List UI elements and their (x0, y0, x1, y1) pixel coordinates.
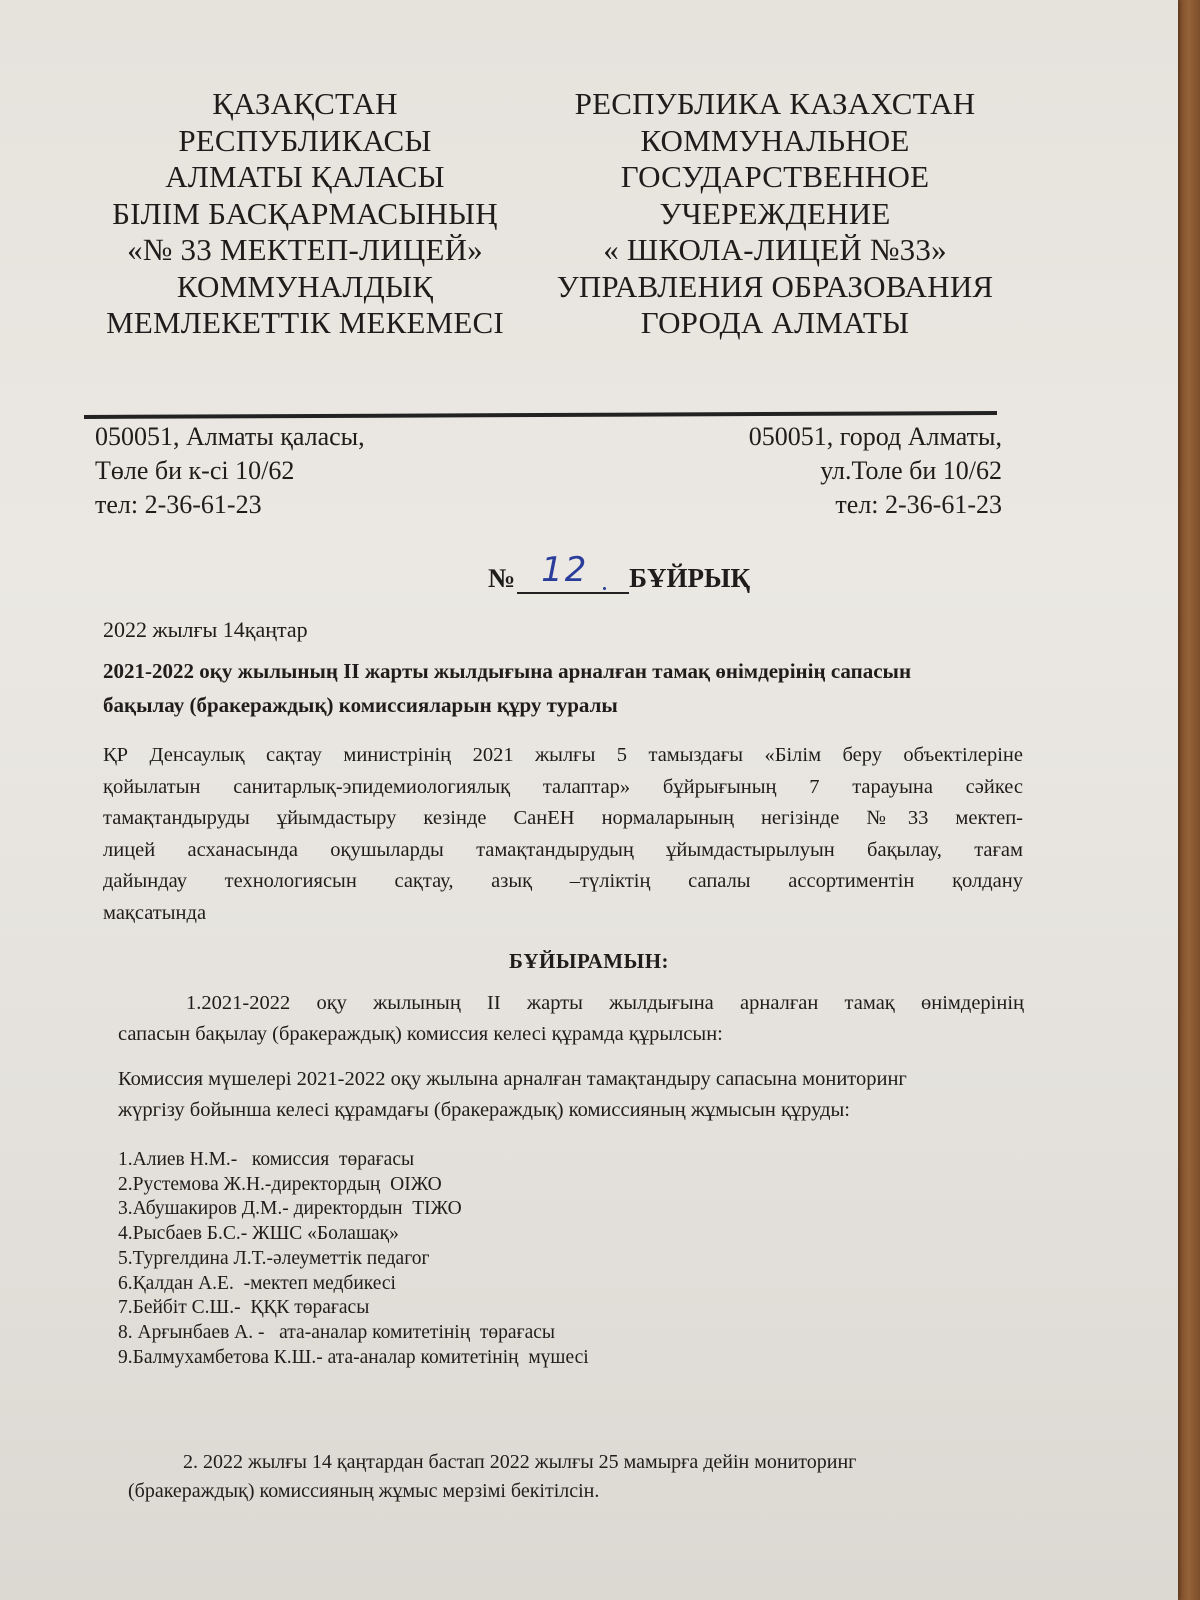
desk-surface (1178, 0, 1200, 1600)
address-phone: тел: 2-36-61-23 (835, 490, 1002, 519)
header-line: МЕМЛЕКЕТТІК МЕКЕМЕСІ (106, 305, 504, 340)
list-item: 4.Рысбаев Б.С.- ЖШС «Болашақ» (118, 1223, 399, 1245)
intro-line: жүргізу бойынша келесі құрамдағы (бракераждық) комиссияның жұмысын құруды: (118, 1099, 851, 1121)
preamble-line: лицей асханасында оқушыларды тамақтандырудың ұйымдастырылуын бақылау, тағам (103, 838, 1023, 861)
address-line: 050051, Алматы қаласы, (95, 422, 365, 451)
item-line: 2. 2022 жылғы 14 қаңтардан бастап 2022 жылғы 25 мамырға дейін мониторинг (183, 1451, 857, 1473)
header-line: ҚАЗАҚСТАН (212, 86, 398, 121)
order-number-handwritten: 12 (541, 550, 589, 590)
preamble-line: ҚР Денсаулық сақтау министрінің 2021 жылғы 5 тамыздағы «Білім беру объектілеріне (103, 744, 1023, 766)
list-item: 7.Бейбіт С.Ш.- ҚҚК төрағасы (118, 1297, 370, 1319)
header-line: « ШКОЛА-ЛИЦЕЙ №33» (603, 232, 947, 267)
address-russian (640, 420, 1002, 522)
list-item: 5.Тургелдина Л.Т.-әлеуметтік педагог (118, 1247, 430, 1269)
list-item: 9.Балмухамбетова К.Ш.- ата-аналар комитетінің мүшесі (118, 1346, 589, 1368)
order-subject (103, 654, 1025, 722)
preamble-line: мақсатында (103, 901, 207, 924)
address-line: ул.Толе би 10/62 (820, 456, 1002, 485)
members-intro (118, 1064, 1038, 1126)
header-line: АЛМАТЫ ҚАЛАСЫ (165, 159, 445, 194)
order-item-2 (128, 1448, 1028, 1506)
handwritten-dot (603, 587, 606, 590)
header-line: УПРАВЛЕНИЯ ОБРАЗОВАНИЯ (556, 268, 994, 304)
header-line: ГОРОДА АЛМАТЫ (640, 305, 910, 340)
header-line: БІЛІМ БАСҚАРМАСЫНЫҢ (112, 195, 498, 231)
header-kazakh (95, 86, 515, 342)
address-kazakh (95, 420, 365, 522)
address-line: 050051, город Алматы, (748, 422, 1002, 451)
preamble-line: дайындау технологиясын сақтау, азық –түліктің сапалы ассортиментін қолдану (103, 870, 1023, 893)
header-russian (545, 86, 1005, 342)
preamble-line: тамақтандыруды ұйымдастыру кезінде СанЕН нормаларының негізінде №33 мектеп- (103, 807, 1023, 830)
item-line: 1.2021-2022 оқу жылының ІІ жарты жылдығына арналған тамақ өнімдерінің (186, 992, 1024, 1014)
subject-line: 2021-2022 оқу жылының ІІ жарты жылдығына арналған тамақ өнімдерінің сапасын (103, 659, 912, 683)
order-label: БҰЙРЫҚ (629, 563, 751, 593)
header-line: РЕСПУБЛИКА КАЗАХСТАН (574, 86, 976, 121)
header-line: КОММУНАЛЬНОЕ (640, 122, 910, 158)
list-item: 8. Арғынбаев А. - ата-аналар комитетінің төрағасы (118, 1321, 555, 1343)
subject-line: бақылау (бракераждық) комиссияларын құру туралы (103, 693, 618, 717)
header-line: УЧЕРЕЖДЕНИЕ (659, 195, 891, 231)
preamble-paragraph (103, 740, 1023, 930)
list-item: 3.Абушакиров Д.М.- директордын ТІЖО (118, 1198, 462, 1220)
header-line: «№ 33 МЕКТЕП-ЛИЦЕЙ» (127, 232, 483, 267)
intro-line: Комиссия мүшелері 2021-2022 оқу жылына арналған тамақтандыру сапасына мониторинг (118, 1068, 907, 1090)
address-phone: тел: 2-36-61-23 (95, 490, 262, 519)
decree-heading: БҰЙЫРАМЫН: (508, 949, 670, 973)
list-item: 2.Рустемова Ж.Н.-директордың ОІЖО (118, 1173, 442, 1195)
item-line: сапасын бақылау (бракераждық) комиссия келесі құрамда құрылсын: (118, 1023, 723, 1045)
number-sign: № (488, 563, 516, 593)
header-line: ГОСУДАРСТВЕННОЕ (620, 159, 930, 194)
list-item: 6.Қалдан А.Е. -мектеп медбикесі (118, 1272, 396, 1294)
item-line: (бракераждық) комиссияның жұмыс мерзімі бекітілсін. (128, 1480, 600, 1502)
list-item: 1.Алиев Н.М.- комиссия төрағасы (118, 1149, 415, 1170)
header-line: РЕСПУБЛИКАСЫ (178, 122, 432, 158)
header-divider (84, 411, 997, 419)
header-line: КОММУНАЛДЫҚ (176, 268, 434, 304)
preamble-line: қойылатын санитарлық-эпидемиологиялық талаптар» бұйрығының 7 тарауына сәйкес (103, 775, 1023, 798)
order-number-field (517, 550, 629, 594)
address-line: Төле би к-сі 10/62 (95, 456, 295, 485)
commission-members-list (118, 1148, 589, 1370)
order-item-1 (118, 988, 1024, 1050)
order-title (488, 550, 751, 594)
order-date: 2022 жылғы 14қаңтар (103, 617, 308, 642)
